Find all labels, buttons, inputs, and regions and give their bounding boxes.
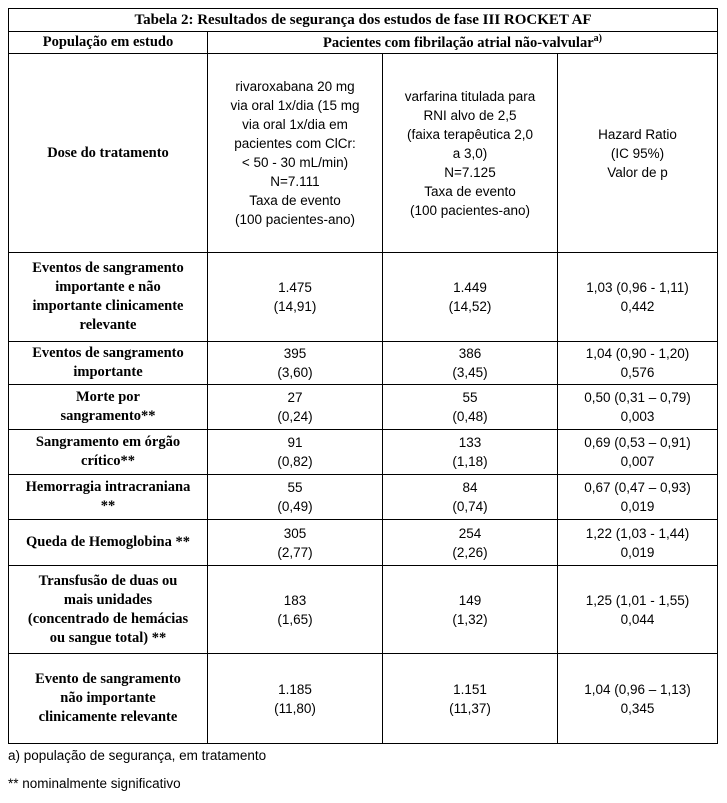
cell-line: (1,32) [452, 611, 488, 627]
cell-line: Sangramento em órgão [35, 434, 181, 450]
cell-line: 395 [283, 346, 307, 361]
cell-line: clinicamente relevante [38, 709, 178, 725]
cell-line: 1.151 [453, 681, 487, 697]
cell-line: (0,82) [277, 454, 313, 469]
cell-line: relevante [79, 317, 137, 333]
cell-line: 1,22 (1,03 - 1,44) [585, 525, 690, 541]
cell-line: Taxa de evento [249, 193, 341, 208]
cell-line: 0,67 (0,47 – 0,93) [584, 480, 691, 495]
cell-line: (11,37) [449, 700, 491, 716]
cell-line: Eventos de sangramento [32, 345, 184, 361]
cell-line: 183 [283, 592, 307, 608]
cell-line: 1.185 [278, 681, 312, 697]
header-hazard-ratio [558, 54, 718, 253]
cell-line: (0,24) [277, 409, 313, 424]
hazard-ratio-value [558, 520, 718, 566]
table-row [9, 430, 718, 475]
hazard-ratio-value [558, 475, 718, 520]
cell-line: ou sangue total) ** [49, 629, 167, 646]
dose-label: Dose do tratamento [9, 54, 208, 253]
cell-line: importante [73, 364, 143, 380]
cell-line: ** [100, 498, 116, 514]
cell-line: (1,65) [277, 611, 313, 627]
cell-line: 91 [287, 435, 303, 450]
cell-line: (0,48) [452, 409, 488, 424]
header-rivaroxaban [208, 54, 383, 253]
rivaroxaban-value [208, 385, 383, 430]
table-row [9, 342, 718, 385]
cell-line: 0,019 [620, 499, 655, 514]
cell-line: 0,69 (0,53 – 0,91) [584, 435, 691, 450]
row-label [9, 385, 208, 430]
varfarina-value [383, 342, 558, 385]
row-label [9, 654, 208, 744]
cell-line: (3,60) [277, 365, 313, 380]
cell-line: rivaroxabana 20 mg [235, 79, 355, 94]
cell-line: 0,442 [620, 299, 655, 314]
cell-line: (3,45) [452, 365, 488, 380]
table-title: Tabela 2: Resultados de segurança dos estudos de fase III ROCKET AF [9, 9, 718, 32]
row-label [9, 475, 208, 520]
cell-line: RNI alvo de 2,5 [423, 107, 517, 123]
hazard-ratio-value [558, 342, 718, 385]
safety-results-table [8, 8, 718, 744]
table-row [9, 566, 718, 654]
cell-line: (concentrado de hemácias [27, 610, 189, 627]
row-label [9, 342, 208, 385]
table-row [9, 475, 718, 520]
cell-line: Hazard Ratio [598, 126, 677, 142]
cell-line: (faixa terapêutica 2,0 [406, 126, 534, 142]
header-varfarina [383, 54, 558, 253]
footnote-nominal: ** nominalmente significativo [8, 776, 181, 791]
cell-line: (100 pacientes-ano) [234, 212, 356, 227]
cell-line: Evento de sangramento [35, 671, 181, 687]
cell-line: 0,345 [620, 700, 655, 716]
footnote-a: a) população de segurança, em tratamento [8, 748, 267, 763]
cell-line: a 3,0) [452, 145, 488, 161]
footnote-marker-a: a) [593, 33, 602, 45]
cell-line: (IC 95%) [610, 145, 665, 161]
cell-line: 305 [283, 525, 307, 541]
cell-line: via oral 1x/dia em [242, 117, 348, 132]
cell-line: (0,74) [452, 499, 488, 514]
cell-line: Taxa de evento [424, 183, 516, 199]
cell-line: 1.449 [453, 280, 487, 295]
cell-line: 1,04 (0,96 – 1,13) [584, 681, 691, 697]
cell-line: crítico** [81, 453, 135, 469]
cell-line: Queda de Hemoglobina ** [26, 534, 190, 550]
cell-line: < 50 - 30 mL/min) [241, 155, 349, 170]
cell-line: importante clinicamente [32, 298, 184, 314]
hazard-ratio-value [558, 566, 718, 654]
cell-line: (2,77) [277, 544, 313, 560]
cell-line: 386 [458, 346, 482, 361]
varfarina-value [383, 385, 558, 430]
rivaroxaban-value [208, 520, 383, 566]
cell-line: mais unidades [63, 591, 153, 608]
document [8, 8, 717, 791]
row-label [9, 430, 208, 475]
cell-line: N=7.125 [444, 164, 496, 180]
cell-line: Eventos de sangramento [32, 260, 184, 276]
cell-line: (11,80) [274, 700, 316, 716]
varfarina-value [383, 475, 558, 520]
cell-line: Hemorragia intracraniana [25, 479, 191, 495]
cell-line: sangramento** [60, 408, 156, 424]
cell-line: via oral 1x/dia (15 mg [230, 98, 360, 113]
table-row [9, 385, 718, 430]
cell-line: N=7.111 [270, 174, 320, 189]
varfarina-value [383, 253, 558, 342]
rivaroxaban-value [208, 342, 383, 385]
cell-line: Morte por [75, 389, 140, 405]
cell-line: 1,03 (0,96 - 1,11) [586, 280, 689, 295]
cell-line: 0,019 [620, 544, 655, 560]
rivaroxaban-value [208, 253, 383, 342]
rivaroxaban-value [208, 430, 383, 475]
cell-line: 0,576 [620, 365, 655, 380]
cell-line: 0,007 [620, 454, 655, 469]
cell-line: 55 [287, 480, 303, 495]
cell-line: (2,26) [452, 544, 488, 560]
varfarina-value [383, 520, 558, 566]
varfarina-value [383, 654, 558, 744]
cell-line: varfarina titulada para [404, 88, 536, 104]
cell-line: 84 [462, 480, 478, 495]
hazard-ratio-value [558, 253, 718, 342]
cell-line: Transfusão de duas ou [38, 572, 178, 589]
rivaroxaban-value [208, 566, 383, 654]
cell-line: (1,18) [452, 454, 488, 469]
hazard-ratio-value [558, 385, 718, 430]
table-row [9, 654, 718, 744]
cell-line: 0,50 (0,31 – 0,79) [584, 390, 691, 405]
table-row [9, 520, 718, 566]
varfarina-value [383, 430, 558, 475]
hazard-ratio-value [558, 430, 718, 475]
cell-line: 1,25 (1,01 - 1,55) [585, 592, 690, 608]
cell-line: 0,044 [620, 611, 655, 627]
cell-line: não importante [60, 690, 156, 706]
rivaroxaban-value [208, 475, 383, 520]
population-label: População em estudo [9, 32, 208, 54]
cell-line: 0,003 [620, 409, 655, 424]
cell-line: (14,52) [448, 299, 492, 314]
cell-line: 1.475 [278, 280, 312, 295]
cell-line: (14,91) [273, 299, 317, 314]
cell-line: 27 [287, 390, 303, 405]
cell-line: importante e não [55, 279, 161, 295]
cell-line: 1,04 (0,90 - 1,20) [585, 346, 690, 361]
varfarina-value [383, 566, 558, 654]
hazard-ratio-value [558, 654, 718, 744]
cell-line: 133 [458, 435, 482, 450]
cell-line: (0,49) [277, 499, 313, 514]
rivaroxaban-value [208, 654, 383, 744]
cell-line: 55 [462, 390, 478, 405]
cell-line: 254 [458, 525, 482, 541]
table-row [9, 253, 718, 342]
row-label [9, 253, 208, 342]
cell-line: 149 [458, 592, 482, 608]
cell-line: Valor de p [607, 164, 668, 180]
cell-line: (100 pacientes-ano) [409, 202, 531, 218]
row-label [9, 520, 208, 566]
cell-line: pacientes com ClCr: [234, 136, 356, 151]
row-label [9, 566, 208, 654]
population-value: Pacientes com fibrilação atrial não-valvular$^{a)}$ [208, 32, 718, 54]
